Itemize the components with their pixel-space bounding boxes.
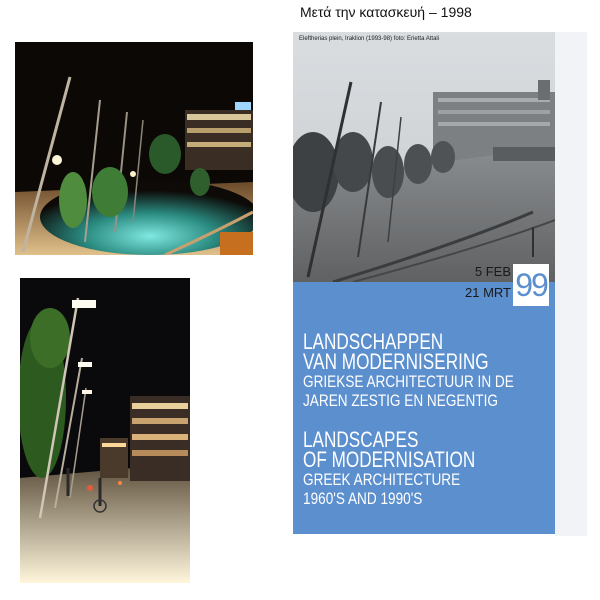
start-date: 5 FEB (474, 264, 511, 279)
night-street-photo (20, 278, 190, 583)
year-badge: 99 (513, 264, 549, 306)
dutch-title-block (303, 329, 567, 410)
dutch-subtitle-line-2: JAREN ZESTIG EN NEGENTIG (303, 391, 498, 410)
poster-photo (293, 32, 555, 282)
night-plaza-photo (15, 42, 253, 255)
english-title-block (303, 427, 524, 508)
dutch-title-line-2: VAN MODERNISERING (303, 349, 489, 374)
end-date: 21 MRT (465, 285, 511, 300)
poster-side-strip (555, 32, 587, 536)
photo-caption: Eleftherias plein, Iraklion (1993-98) foto: Erietta Attali (299, 36, 440, 42)
dutch-subtitle-line-1: GRIEKSE ARCHITECTUUR IN DE (303, 372, 514, 391)
english-subtitle-line-1: GREEK ARCHITECTURE (303, 470, 461, 489)
english-subtitle-line-2: 1960'S AND 1990'S (303, 489, 423, 508)
exhibition-poster (293, 32, 555, 534)
english-title-line-1: LANDSCAPES (303, 427, 419, 452)
page-heading: Μετά την κατασκευή – 1998 (300, 4, 472, 20)
dutch-title-line-1: LANDSCHAPPEN (303, 329, 444, 354)
english-title-line-2: OF MODERNISATION (303, 447, 476, 472)
